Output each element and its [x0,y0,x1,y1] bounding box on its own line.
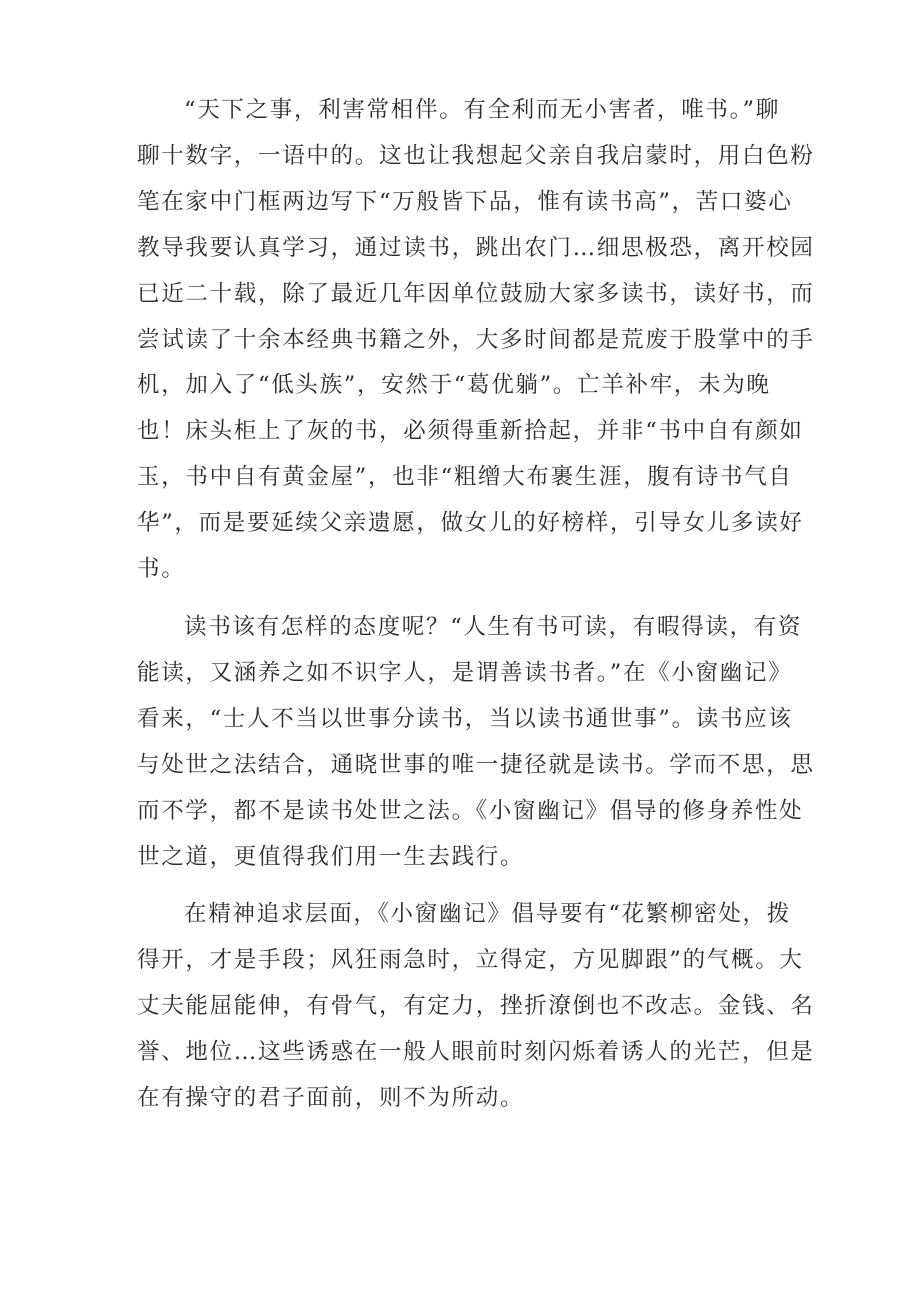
text-line: 誉、地位…这些诱惑在一般人眼前时刻闪烁着诱人的光芒，但是 [137,1039,815,1066]
text-line: 华”，而是要延续父亲遗愿，做女儿的好榜样，引导女儿多读好 [137,510,804,537]
text-line: “天下之事，利害常相伴。有全利而无小害者，唯书。”聊 [184,97,780,123]
text-line: 书。 [137,556,186,583]
paragraph-2 [137,605,815,880]
text-line: 丈夫能屈能伸，有骨气，有定力，挫折潦倒也不改志。金钱、名 [137,993,815,1020]
text-line: 已近二十载，除了最近几年因单位鼓励大家多读书，读好书，而 [137,280,815,307]
text-line: 教导我要认真学习，通过读书，跳出农门…细思极恐，离开校园 [137,234,815,261]
text-line: 世之道，更值得我们用一生去践行。 [137,843,525,870]
text-line: 玉，书中自有黄金屋”，也非“粗缯大布裹生涯，腹有诗书气自 [137,464,793,491]
text-line: 与处世之法结合，通晓世事的唯一捷径就是读书。学而不思，思 [137,751,815,778]
text-line: 在有操守的君子面前，则不为所动。 [137,1085,525,1112]
text-line: 看来，“士人不当以世事分读书，当以读书通世事”。读书应该 [137,705,793,732]
paragraph-1 [137,88,815,593]
text-line: 在精神追求层面，《小窗幽记》倡导要有“花繁柳密处，拨 [184,901,791,928]
document-body [137,88,815,1134]
text-line: 也！床头柜上了灰的书，必须得重新拾起，并非“书中自有颜如 [137,418,804,445]
paragraph-3 [137,892,815,1122]
text-line: 机，加入了“低头族”，安然于“葛优躺”。亡羊补牢，未为晚 [137,372,771,399]
text-line: 能读，又涵养之如不识字人，是谓善读书者。”在《小窗幽记》 [137,659,793,686]
text-line: 尝试读了十余本经典书籍之外，大多时间都是荒废于股掌中的手 [137,326,815,353]
text-line: 得开，才是手段；风狂雨急时，立得定，方见脚跟”的气概。大 [137,947,804,974]
text-line: 而不学，都不是读书处世之法。《小窗幽记》倡导的修身养性处 [137,797,804,824]
text-line: 聊十数字，一语中的。这也让我想起父亲自我启蒙时，用白色粉 [137,142,815,169]
text-line: 笔在家中门框两边写下“万般皆下品，惟有读书高”，苦口婆心 [137,188,793,215]
text-line: 读书该有怎样的态度呢？“人生有书可读，有暇得读，有资 [184,613,803,640]
